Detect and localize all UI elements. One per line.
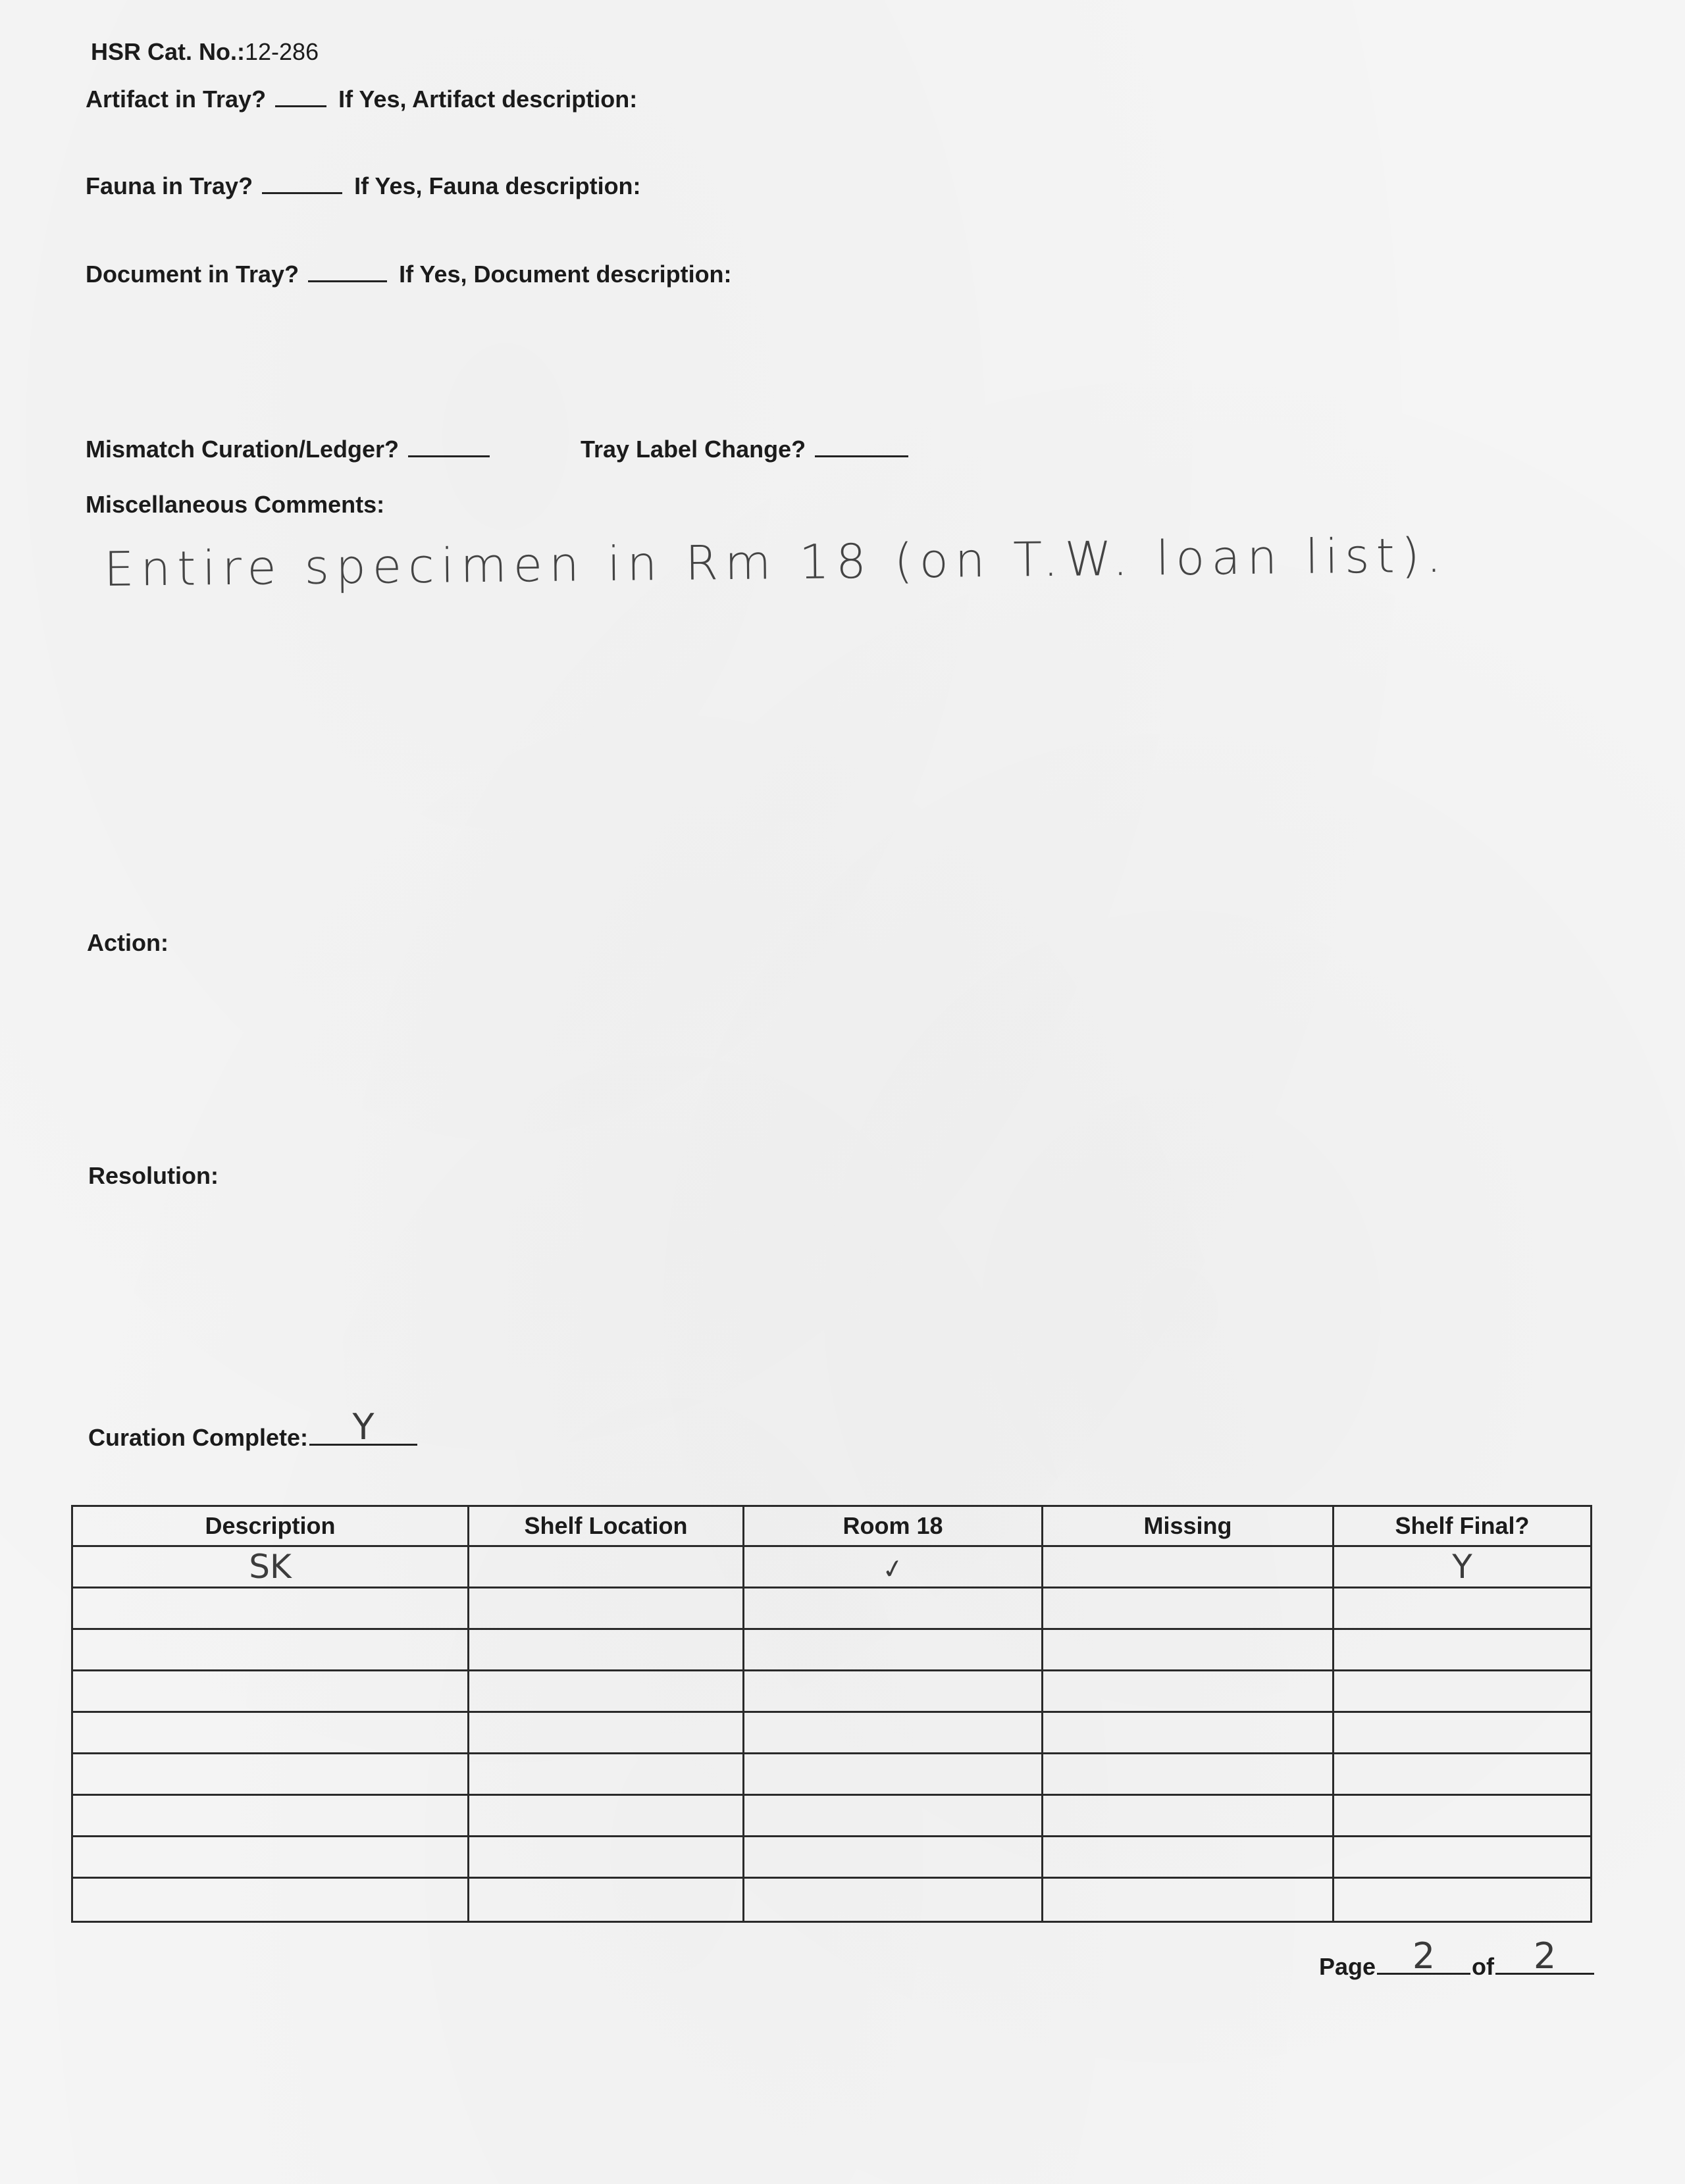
table-cell[interactable]	[469, 1795, 744, 1837]
table-cell[interactable]	[1334, 1878, 1592, 1922]
column-header-shelf-location: Shelf Location	[469, 1506, 744, 1546]
curation-complete-value: Y	[352, 1406, 375, 1448]
fauna-row	[86, 172, 641, 200]
table-cell[interactable]	[744, 1546, 1043, 1588]
page-label: Page	[1319, 1953, 1376, 1980]
table-cell[interactable]	[744, 1754, 1043, 1795]
misc-comments-label: Miscellaneous Comments:	[86, 491, 385, 518]
table-cell[interactable]	[1334, 1837, 1592, 1878]
tray-label-change-blank[interactable]	[815, 436, 908, 457]
table-cell[interactable]	[1334, 1712, 1592, 1754]
table-row	[72, 1878, 1592, 1922]
table-header-row	[72, 1506, 1592, 1546]
table-row	[72, 1754, 1592, 1795]
table-cell[interactable]	[1043, 1546, 1334, 1588]
tray-label-change-label: Tray Label Change?	[581, 436, 806, 463]
table-cell[interactable]: SK	[72, 1546, 469, 1588]
table-row	[72, 1588, 1592, 1629]
document-question: Document in Tray?	[86, 261, 299, 288]
table-cell[interactable]	[1334, 1795, 1592, 1837]
table-cell[interactable]	[744, 1795, 1043, 1837]
tray-label-change-row	[581, 436, 914, 463]
page-total-blank[interactable]	[1495, 1935, 1594, 1977]
fauna-description-label: If Yes, Fauna description:	[354, 172, 641, 199]
misc-comments-handwriting: Entire specimen in Rm 18 (on T.W. loan list).	[103, 527, 1449, 597]
table-cell[interactable]	[469, 1588, 744, 1629]
table-cell[interactable]	[469, 1671, 744, 1712]
document-answer-blank[interactable]	[308, 261, 387, 282]
table-cell[interactable]	[469, 1754, 744, 1795]
curation-complete-blank[interactable]	[309, 1406, 417, 1448]
table-cell[interactable]	[1334, 1754, 1592, 1795]
table-cell[interactable]	[1043, 1878, 1334, 1922]
table-row	[72, 1629, 1592, 1671]
resolution-label: Resolution:	[88, 1162, 219, 1189]
mismatch-answer-blank[interactable]	[408, 436, 490, 457]
curation-complete-label: Curation Complete:	[88, 1424, 309, 1451]
page-number-value: 2	[1412, 1935, 1436, 1977]
table-cell[interactable]	[1043, 1588, 1334, 1629]
artifact-answer-blank[interactable]	[275, 86, 326, 107]
action-label: Action:	[87, 929, 168, 956]
table-cell[interactable]	[72, 1878, 469, 1922]
artifact-question: Artifact in Tray?	[86, 86, 267, 113]
table-cell[interactable]	[72, 1629, 469, 1671]
artifact-row	[86, 86, 637, 113]
table-cell[interactable]	[469, 1546, 744, 1588]
document-row	[86, 261, 732, 288]
table-row	[72, 1546, 1592, 1588]
table-row	[72, 1837, 1592, 1878]
table-cell[interactable]	[744, 1588, 1043, 1629]
table-cell[interactable]	[72, 1754, 469, 1795]
table-cell[interactable]	[1043, 1712, 1334, 1754]
of-label: of	[1472, 1953, 1495, 1980]
table-cell[interactable]	[744, 1712, 1043, 1754]
table-row	[72, 1671, 1592, 1712]
table-cell[interactable]	[1043, 1629, 1334, 1671]
check-mark: ✓	[879, 1552, 906, 1587]
mismatch-row	[86, 436, 495, 463]
column-header-room-18: Room 18	[744, 1506, 1043, 1546]
page-number	[1319, 1935, 1595, 1981]
table-cell[interactable]	[744, 1671, 1043, 1712]
table-cell[interactable]	[469, 1712, 744, 1754]
table-cell[interactable]	[744, 1878, 1043, 1922]
curation-complete-row	[88, 1406, 423, 1452]
fauna-answer-blank[interactable]	[262, 172, 342, 194]
table-cell[interactable]	[469, 1878, 744, 1922]
table-cell[interactable]	[72, 1795, 469, 1837]
catalog-number-value: 12-286	[245, 38, 319, 65]
table-cell[interactable]	[1043, 1795, 1334, 1837]
table-row	[72, 1712, 1592, 1754]
table-cell[interactable]	[469, 1837, 744, 1878]
page-number-blank[interactable]	[1377, 1935, 1470, 1977]
table-row	[72, 1795, 1592, 1837]
fauna-question: Fauna in Tray?	[86, 172, 253, 199]
table-cell[interactable]	[72, 1837, 469, 1878]
table-cell[interactable]	[744, 1837, 1043, 1878]
table-cell[interactable]	[1043, 1837, 1334, 1878]
table-cell[interactable]	[469, 1629, 744, 1671]
catalog-number-label: HSR Cat. No.:	[91, 38, 245, 65]
artifact-description-label: If Yes, Artifact description:	[338, 86, 638, 113]
table-cell[interactable]	[72, 1671, 469, 1712]
table-cell[interactable]	[1334, 1588, 1592, 1629]
column-header-description: Description	[72, 1506, 469, 1546]
mismatch-label: Mismatch Curation/Ledger?	[86, 436, 400, 463]
table-cell[interactable]	[72, 1588, 469, 1629]
table-cell[interactable]	[1043, 1671, 1334, 1712]
column-header-shelf-final: Shelf Final?	[1334, 1506, 1592, 1546]
table-cell[interactable]	[1334, 1671, 1592, 1712]
table-cell[interactable]	[1043, 1754, 1334, 1795]
column-header-missing: Missing	[1043, 1506, 1334, 1546]
curation-table	[71, 1505, 1592, 1923]
table-cell[interactable]	[1334, 1629, 1592, 1671]
table-cell[interactable]	[72, 1712, 469, 1754]
table-cell[interactable]: Y	[1334, 1546, 1592, 1588]
table-cell[interactable]	[744, 1629, 1043, 1671]
document-description-label: If Yes, Document description:	[399, 261, 732, 288]
catalog-number	[91, 38, 319, 66]
page-total-value: 2	[1533, 1935, 1557, 1977]
